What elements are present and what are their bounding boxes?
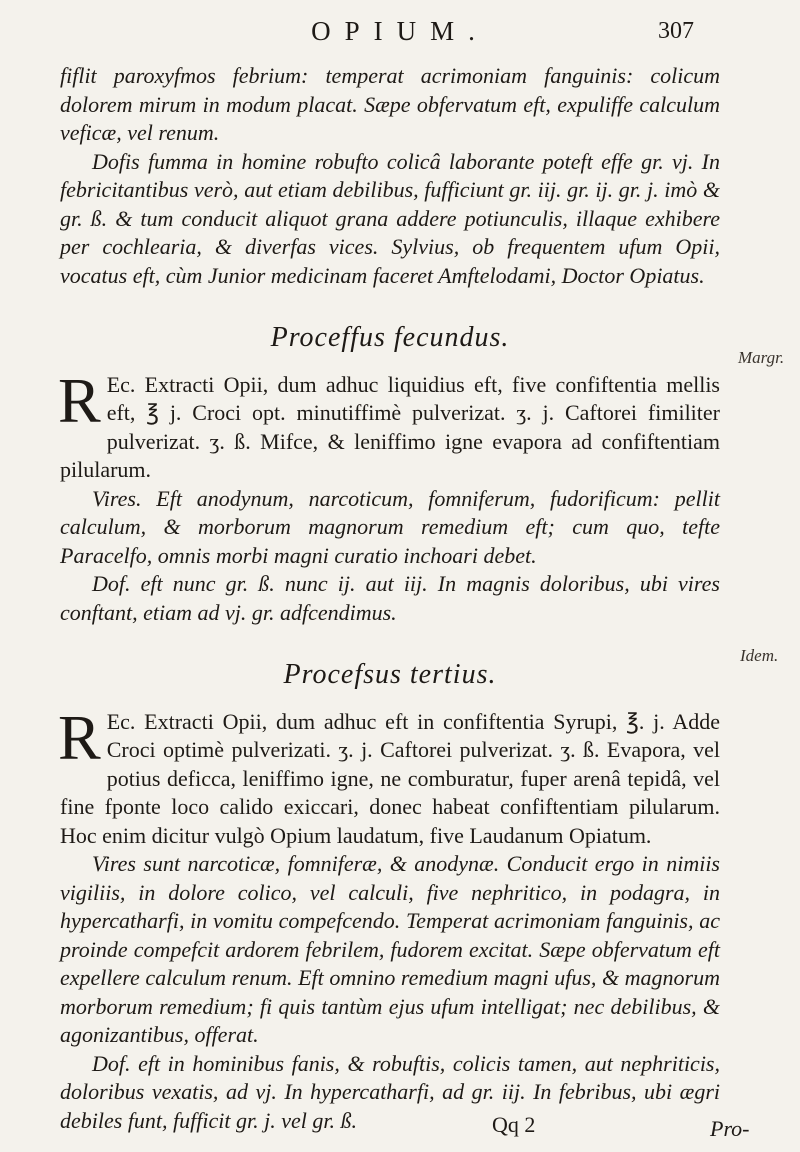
section-title-secundus: Proceffus fecundus. — [270, 322, 510, 353]
recipe-paragraph-secundus — [58, 364, 720, 485]
recipe-text: Ec. Extracti Opii, dum adhuc eft in confiftentia Syrupi, ℥. j. Adde Croci optimè pulverizati. ʒ. j. Caftorei pulverizat. ʒ. ß. Evapora, vel potius deficca, leniffimo igne, ne comburatur, fuper arenâ tepidâ, vel fine fponte loco calido exiccari, donec habeat confiftentiam pilularum. Hoc enim dicitur vulgò Opium laudatum, five Laudanum Opiatum. — [60, 708, 720, 848]
footer-line — [60, 1112, 760, 1142]
page-number: 307 — [658, 18, 694, 44]
page-header — [0, 16, 800, 56]
section-title-tertius: Procefsus tertius. — [283, 659, 497, 690]
dose-paragraph: Dofis fumma in homine robufto colicâ laborante poteft effe gr. vj. In febricitantibus verò, aut etiam debilibus, fufficiunt gr. iij. gr. ij. gr. j. imò & gr. ß. & tum conducit aliquot grana addere potiunculis, illaque exhibere per cochlearia, & diverfas vices. Sylvius, ob frequentem ufum Opii, vocatus eft, cùm Junior medicinam faceret Amftelodami, Doctor Opiatus. — [60, 148, 720, 288]
recipe-paragraph-tertius — [58, 701, 720, 851]
vires-paragraph-secundus: Vires. Eft anodynum, narcoticum, fomniferum, fudorificum: pellit calculum, & morborum magnorum remedium eft; cum quo, tefte Paracelfo, omnis morbi magni curatio inchoari debet. — [60, 485, 720, 568]
body-text — [60, 62, 720, 1135]
catchword: Pro- — [710, 1116, 750, 1141]
marginal-note-idem: Idem. — [740, 646, 779, 665]
recipe-text: Ec. Extracti Opii, dum adhuc liquidius eft, five confiftentia mellis eft, ℥ j. Croci opt. minutiffimè pulverizat. ʒ. j. Caftorei fimiliter pulverizat. ʒ. ß. Mifce, & leniffimo igne evapora ad confiftentiam pilularum. — [60, 371, 720, 482]
drop-cap-r: R — [58, 701, 101, 773]
drop-cap-r: R — [58, 364, 101, 436]
dose-paragraph-secundus: Dof. eft nunc gr. ß. nunc ij. aut iij. In magnis doloribus, ubi vires conftant, etiam ad vj. gr. adfcendimus. — [60, 571, 720, 625]
vires-paragraph-tertius: Vires sunt narcoticæ, fomniferæ, & anodynæ. Conducit ergo in nimiis vigiliis, in dolore colico, vel calculi, five nephritico, in podagra, in hypercatharfi, in vomitu compefcendo. Temperat acrimoniam fanguinis, ac proinde compefcit ardorem febrilem, fudorem excitat. Sæpe obfervatum eft expellere calculum renum. Eft omnino remedium magni ufus, & magnorum morborum remedium; fi quis tantùm ejus ufum intelligat; nec debilibus, & agonizantibus, offerat. — [60, 851, 720, 1047]
marginal-note-margr: Margr. — [738, 348, 785, 367]
signature-mark: Qq 2 — [492, 1112, 536, 1137]
intro-paragraph: fiflit paroxyfmos febrium: temperat acrimoniam fanguinis: colicum dolorem mirum in modum placat. Sæpe obfervatum eft, expuliffe calculum veficæ, vel renum. — [60, 63, 720, 145]
running-title: OPIUM. — [311, 16, 489, 46]
dose-paragraph-tertius: Dof. eft in hominibus fanis, & robuftis, colicis tamen, aut nephriticis, doloribus vexatis, ad vj. In hypercatharfi, ad gr. iij. In febribus, ubi ægri debiles funt, fufficit gr. j. vel gr. ß. — [60, 1050, 720, 1133]
